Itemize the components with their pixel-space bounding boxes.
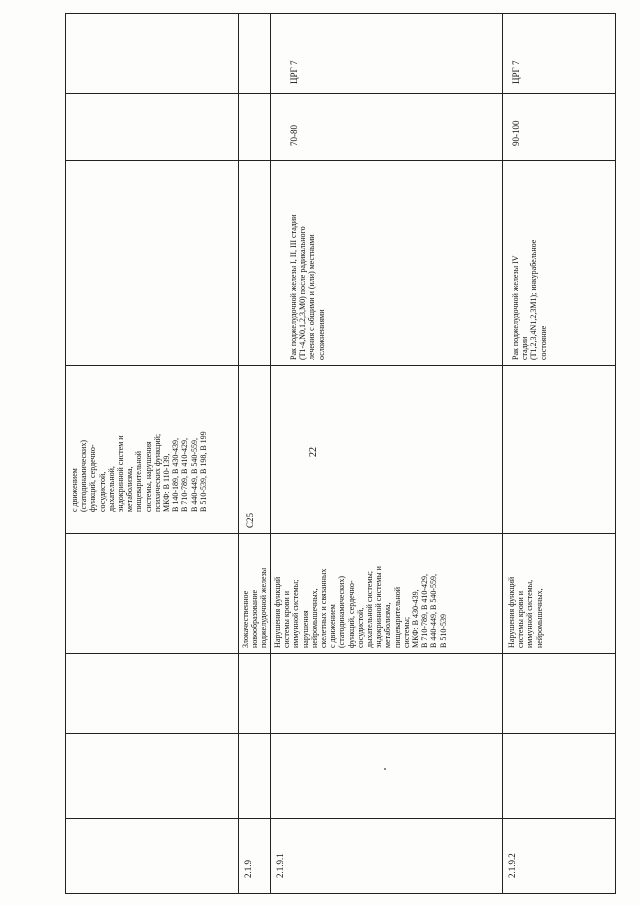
scan-speck xyxy=(384,768,386,770)
row-code-2-1-9-2: 2.1.9.2 xyxy=(507,853,517,878)
col-border xyxy=(65,733,615,734)
col-border xyxy=(65,653,615,654)
row-name-2-1-9: Злокачественное новообразование поджелудочной железы xyxy=(241,567,269,648)
table-border-bottom xyxy=(65,893,615,894)
row-disorder-2-1-9-1: Нарушения функций системы крови и иммунной системы; нарушения нейромышечных, скелетных и связанных с движением (статодинамических) функций, сердечно- сосудистой, дыхательной системы; эндокринной системы и метаболизма, пищеварительной системы; МКФ: В 430-439, В 710-789, В 410-429, В 440-449, В 540-559, В 510-539 xyxy=(273,566,448,648)
row-percent-2-1-9-1: 70-80 xyxy=(289,125,299,146)
row-code-2-1-9-1: 2.1.9.1 xyxy=(275,853,285,878)
row-border xyxy=(238,13,239,894)
row-disorder-2-1-9-2: Нарушения функций системы крови и иммунной системы, нейромышечных, xyxy=(507,576,544,648)
page-number: 22 xyxy=(308,447,319,457)
table-border-top xyxy=(65,13,615,14)
row-group-2-1-9-1: ЦРГ 7 xyxy=(289,60,299,84)
row-border xyxy=(502,13,503,894)
row-group-2-1-9-2: ЦРГ 7 xyxy=(511,60,521,84)
col-border xyxy=(65,160,615,161)
row-condition-2-1-9-1: Рак поджелудочной железы I, II, III стадии (T1-4,N0,1,2,3,M0) после радикального лечения с общими и (или) местными осложнениями xyxy=(289,214,326,360)
row-condition-2-1-9-2: Рак поджелудочной железы IV стадии (T1,2,3,4N1,2,3M1); инкурабельное состояние xyxy=(511,239,548,360)
row-icd-2-1-9: С25 xyxy=(245,512,255,528)
col-border xyxy=(65,365,615,366)
row-percent-2-1-9-2: 90-100 xyxy=(511,120,521,146)
row-code-2-1-9: 2.1.9 xyxy=(243,860,253,878)
row-border xyxy=(615,13,616,894)
col-border xyxy=(65,818,615,819)
col-border xyxy=(65,533,615,534)
row-border xyxy=(65,13,66,894)
col-border xyxy=(65,93,615,94)
row-cont-disorder-text: с движением (статодинамических) функций, сердечно- сосудистой, дыхательной, эндокринной систем и метаболизма, пищеварительной системы, нарушения психических функций; МКФ: В 110-139, В 140-189, В 430-439, В 710-789, В 410-429, В 440-449, В 540-559, В 510-539, В 198, В 199 xyxy=(70,431,208,512)
row-border xyxy=(270,13,271,894)
